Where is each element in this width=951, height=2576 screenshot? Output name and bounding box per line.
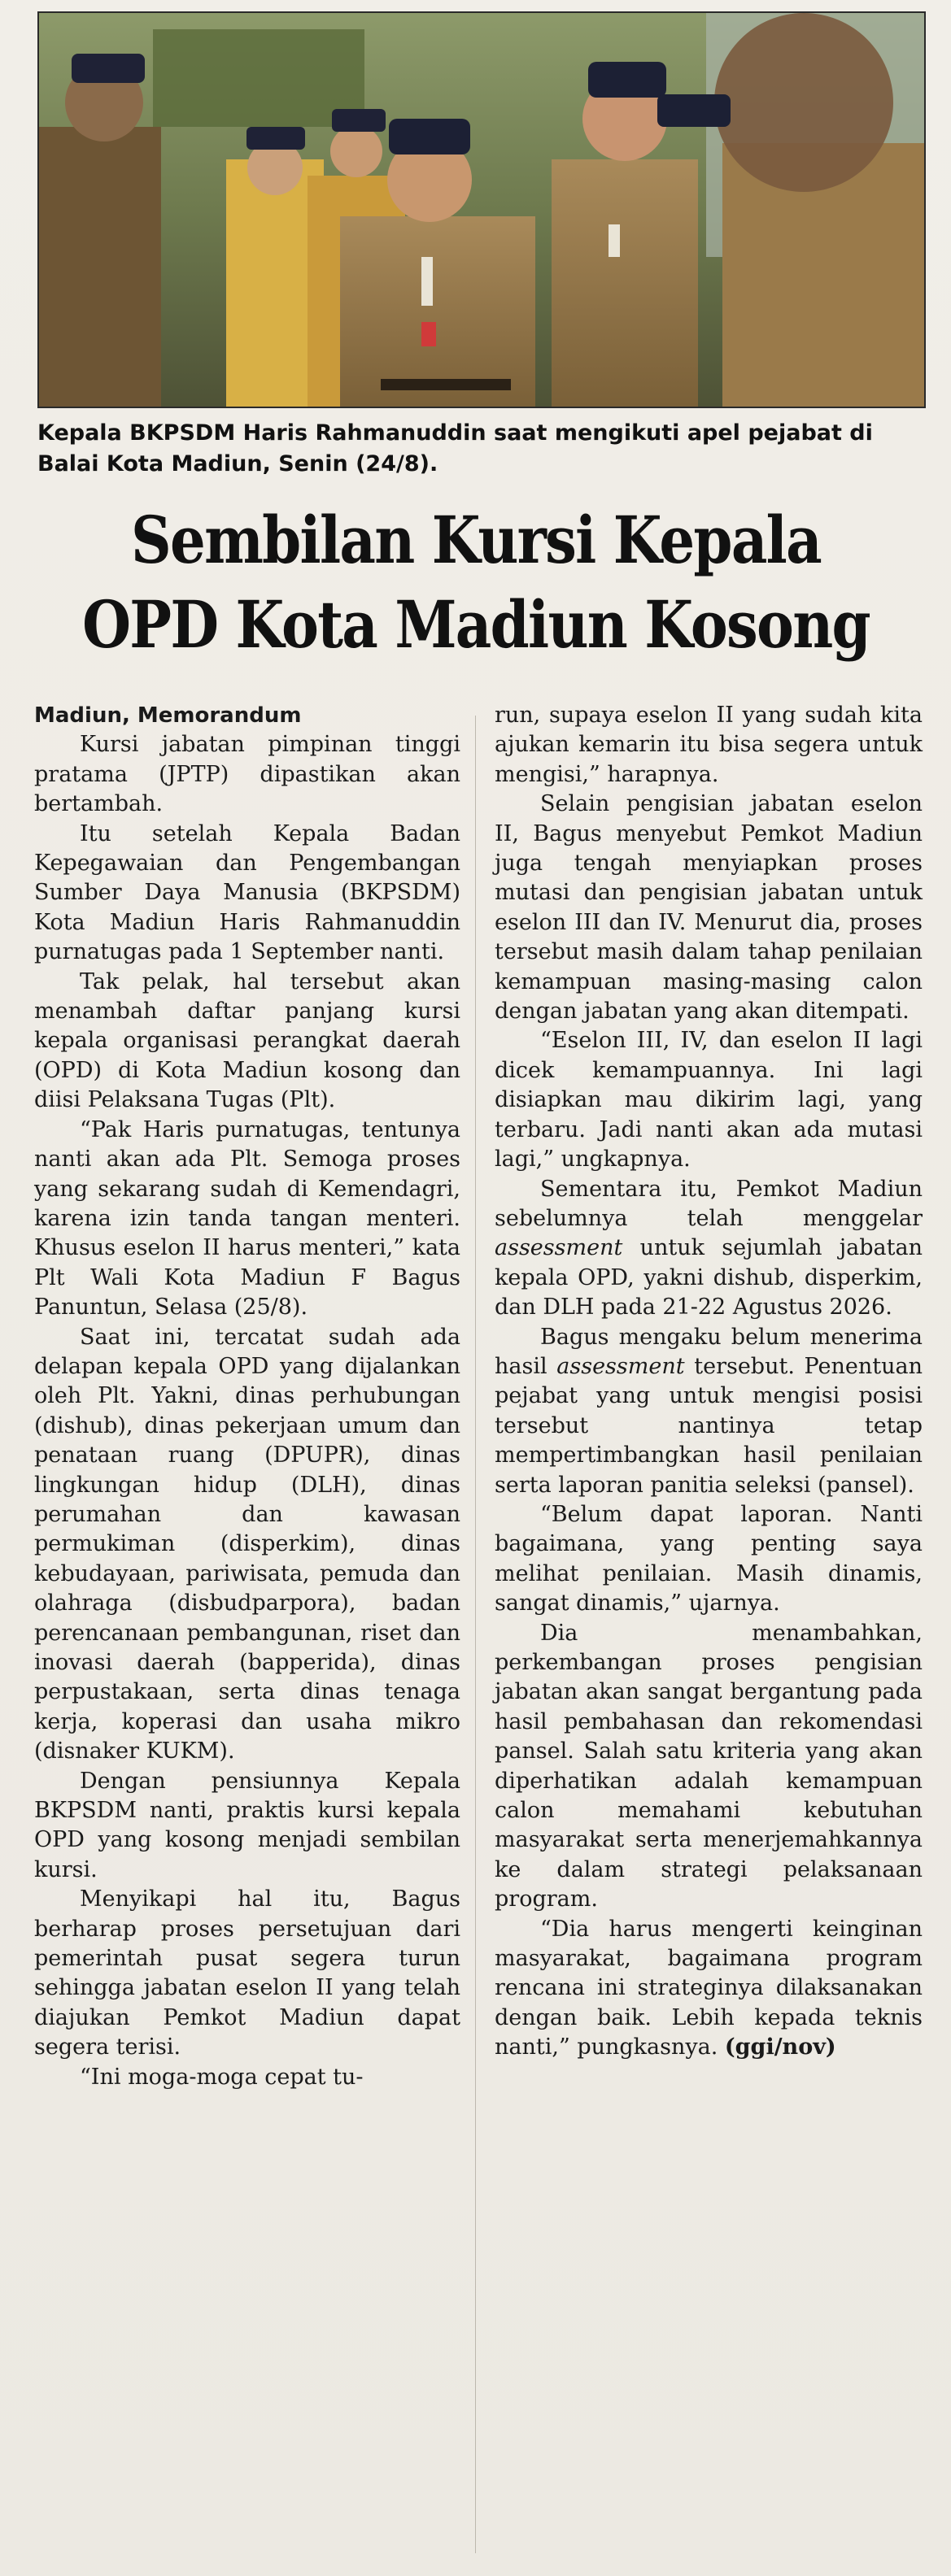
text: tersebut. Penentuan pejabat yang untuk mengisi posisi tersebut nantinya tetap mempertimbangkan hasil penilaian serta laporan panitia seleksi (pansel). <box>495 1353 923 1498</box>
headline <box>81 498 871 667</box>
photo-caption: Kepala BKPSDM Haris Rahmanuddin saat mengikuti apel pejabat di Balai Kota Madiun, Senin (24/8). <box>37 420 873 476</box>
text: untuk sejumlah jabatan kepala OPD, yakni dishub, disperkim, dan DLH pada 21-22 Agustus 2026. <box>495 1235 923 1321</box>
paragraph: Itu setelah Kepala Badan Kepegawaian dan Pengembangan Sumber Daya Manusia (BKPSDM) Kota Madiun Haris Rahmanuddin purnatugas pada 1 September nanti. <box>34 820 460 965</box>
paragraph: Kursi jabatan pimpinan tinggi pratama (JPTP) dipastikan akan bertambah. <box>34 732 460 817</box>
paragraph: “Belum dapat laporan. Nanti bagaimana, yang penting saya melihat penilaian. Masih dinamis, sangat dinamis,” ujarnya. <box>495 1501 923 1617</box>
paragraph: “Eselon III, IV, dan eselon II lagi dicek kemampuannya. Ini lagi disiapkan mau dikirim lagi, yang terbaru. Jadi nanti akan ada mutasi lagi,” ungkapnya. <box>495 1028 923 1173</box>
article-column-left <box>34 701 460 2092</box>
paragraph: run, supaya eselon II yang sudah kita ajukan kemarin itu bisa segera untuk mengisi,” harapnya. <box>495 703 923 787</box>
italic-term: assessment <box>556 1353 685 1379</box>
paragraph: Selain pengisian jabatan eselon II, Bagus menyebut Pemkot Madiun juga tengah menyiapkan proses mutasi dan pengisian jabatan untuk eselon III dan IV. Menurut dia, proses tersebut masih dalam tahap penilaian kemampuan masing-masing calon dengan jabatan yang akan ditempati. <box>495 791 923 1025</box>
author-signature: (ggi/nov) <box>724 2034 836 2060</box>
paragraph: “Ini moga-moga cepat tu- <box>80 2064 364 2090</box>
paragraph <box>495 1323 923 1500</box>
dateline <box>34 701 460 730</box>
photo-illustration <box>39 13 924 407</box>
italic-term: assessment <box>495 1235 623 1261</box>
column-divider <box>475 716 476 2553</box>
paragraph: Saat ini, tercatat sudah ada delapan kepala OPD yang dijalankan oleh Plt. Yakni, dinas perhubungan (dishub), dinas pekerjaan umum dan penataan ruang (DPUPR), dinas lingkungan hidup (DLH), dinas perumahan dan kawasan permukiman (disperkim), dinas kebudayaan, pariwisata, pemuda dan olahraga (disbudparpora), badan perencanaan pembangunan, riset dan inovasi daerah (bapperida), dinas perpustakaan, serta dinas tenaga kerja, koperasi dan usaha mikro (disnaker KUKM). <box>34 1324 460 1764</box>
headline-line-2: OPD Kota Madiun Kosong <box>82 586 870 663</box>
text: Sementara itu, Pemkot Madiun sebelumnya telah menggelar <box>495 1176 923 1231</box>
paragraph: Tak pelak, hal tersebut akan menambah daftar panjang kursi kepala organisasi perangkat daerah (OPD) di Kota Madiun kosong dan diisi Pelaksana Tugas (Plt). <box>34 968 460 1113</box>
paragraph: Menyikapi hal itu, Bagus berharap proses persetujuan dari pemerintah pusat segera turun sehingga jabatan eselon II yang telah diajukan Pemkot Madiun dapat segera terisi. <box>34 1886 460 2060</box>
dateline-text: Madiun, Memorandum <box>34 703 302 728</box>
headline-line-1: Sembilan Kursi Kepala <box>131 502 821 578</box>
text: Bagus mengaku belum menerima hasil <box>495 1324 923 1379</box>
paragraph: Dia menambahkan, perkembangan proses pengisian jabatan akan sangat bergantung pada hasil pembahasan dan rekomendasi pansel. Salah satu kriteria yang akan diperhatikan adalah kemampuan calon memahami kebutuhan masyarakat serta menerjemahkannya ke dalam strategi pelaksanaan program. <box>495 1620 923 1912</box>
news-photo <box>37 11 926 408</box>
paragraph: “Pak Haris purnatugas, tentunya nanti akan ada Plt. Semoga proses yang sekarang sudah di Kemendagri, karena izin tanda tangan menteri. Khusus eselon II harus menteri,” kata Plt Wali Kota Madiun F Bagus Panuntun, Selasa (25/8). <box>34 1116 460 1321</box>
paragraph <box>495 1175 923 1323</box>
paragraph: Dengan pensiunnya Kepala BKPSDM nanti, praktis kursi kepala OPD yang kosong menjadi sembilan kursi. <box>34 1768 460 1882</box>
article-column-right <box>495 701 923 2063</box>
text: “Dia harus mengerti keinginan masyarakat, bagaimana program rencana ini strateginya dilaksanakan dengan baik. Lebih kepada teknis nanti,” pungkasnya. <box>495 1916 923 2060</box>
paragraph <box>495 1915 923 2063</box>
